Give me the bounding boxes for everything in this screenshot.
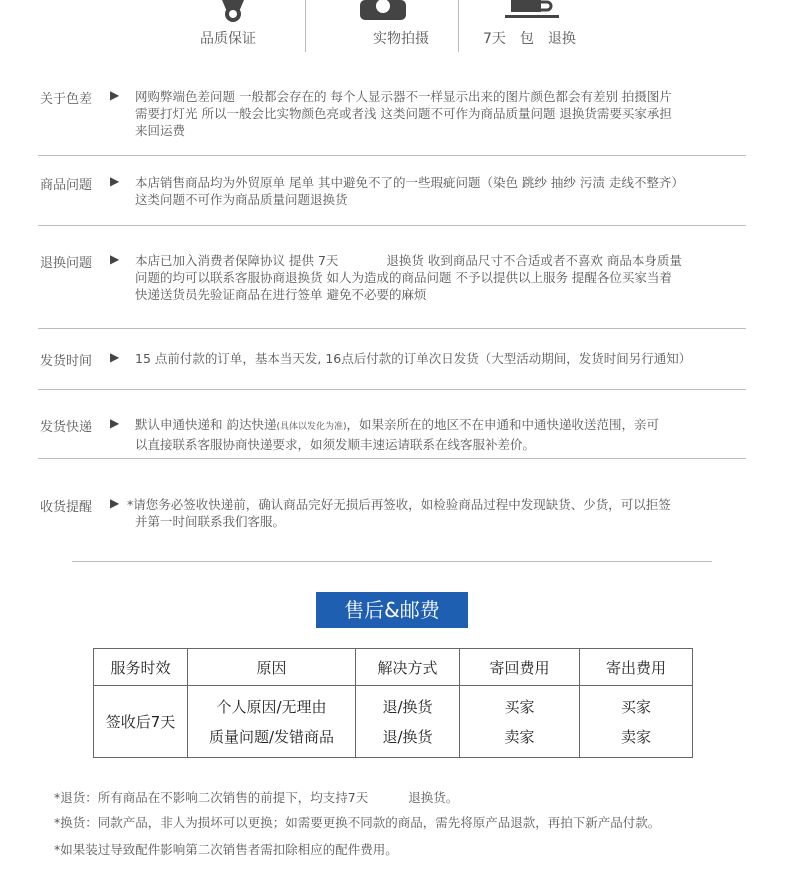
badge-divider [458, 0, 459, 52]
medal-icon [218, 0, 248, 24]
badge-real-photo-label: 实物拍摄 [373, 31, 429, 47]
badge-quality-label: 品质保证 [200, 31, 256, 47]
arrow-icon: ▶ [110, 416, 120, 430]
row-label-color: 关于色差 [40, 92, 93, 107]
arrow-icon: ▶ [110, 88, 120, 102]
section-title: 售后&邮费 [316, 592, 468, 628]
row-text-receipt: *请您务必签收快递前，确认商品完好无损后再签收，如检验商品过程中发现缺货、少货，可以拒签 并第一时间联系我们客服。 [127, 497, 671, 529]
arrow-icon: ▶ [110, 252, 120, 266]
row-label-receipt: 收货提醒 [40, 500, 93, 515]
th-return-fee: 寄回费用 [460, 649, 580, 686]
arrow-icon: ▶ [110, 496, 120, 510]
td-solutions: 退/换货 退/换货 [356, 686, 460, 758]
row-text-product: 本店销售商品均为外贸原单 尾单 其中避免不了的一些瑕疵问题（染色 跳纱 抽纱 污渍 走线不整齐） 这类问题不可作为商品质量问题退换货 [135, 175, 684, 207]
camera-icon [360, 0, 406, 20]
arrow-icon: ▶ [110, 174, 120, 188]
row-divider [38, 389, 746, 390]
row-divider [38, 328, 746, 329]
th-period: 服务时效 [94, 649, 188, 686]
row-divider [38, 155, 746, 156]
row-label-courier: 发货快递 [40, 420, 93, 435]
table-row [94, 686, 693, 758]
row-label-exchange: 退换问题 [40, 256, 93, 271]
th-solution: 解决方式 [356, 649, 460, 686]
row-text-color: 网购弊端色差问题 一般都会存在的 每个人显示器不一样显示出来的图片颜色都会有差别 拍摄图片 需要打灯光 所以一般会比实物颜色亮或者浅 这类问题不可作为商品质量问题 退换货需要买家承担 来回运费 [135, 89, 672, 138]
row-text-exchange: 本店已加入消费者保障协议 提供 7天 退换货 收到商品尺寸不合适或者不喜欢 商品本身质量 问题的均可以联系客服协商退换货 如人为造成的商品问题 不予以提供以上服务 提醒各位买家当着 快递送货员先验证商品在进行签单 避免不必要的麻烦 [135, 253, 682, 302]
fee-table [93, 648, 693, 758]
row-divider [38, 225, 746, 226]
td-reasons: 个人原因/无理由 质量问题/发错商品 [188, 686, 356, 758]
row-text-courier: 默认申通快递和 韵达快递(具体以发化为准)，如果亲所在的地区不在申通和中通快递收送范围，亲可 以直接联系客服协商快递要求，如须发顺丰速运请联系在线客服补差价。 [135, 417, 660, 452]
th-reason: 原因 [188, 649, 356, 686]
th-send-fee: 寄出费用 [580, 649, 693, 686]
table-header-row [94, 649, 693, 686]
row-label-product: 商品问题 [40, 178, 93, 193]
note-accessories: *如果装过导致配件影响第二次销售者需扣除相应的配件费用。 [54, 842, 398, 857]
td-return-fees: 买家 卖家 [460, 686, 580, 758]
badge-return-label: 7天 包 退换 [483, 31, 576, 47]
arrow-icon: ▶ [110, 350, 120, 364]
cup-icon [505, 0, 559, 20]
row-divider [38, 458, 746, 459]
badge-divider [305, 0, 306, 52]
note-exchange: *换货：同款产品，非人为损坏可以更换；如需要更换不同款的商品，需先将原产品退款，再拍下新产品付款。 [54, 815, 661, 830]
row-text-shipping-time: 15 点前付款的订单，基本当天发, 16点后付款的订单次日发货（大型活动期间，发货时间另行通知） [135, 351, 692, 366]
td-send-fees: 买家 卖家 [580, 686, 693, 758]
section-rule [72, 561, 712, 562]
row-label-shipping-time: 发货时间 [40, 354, 93, 369]
note-return: *退货：所有商品在不影响二次销售的前提下，均支持7天 退换货。 [54, 790, 459, 805]
td-period: 签收后7天 [94, 686, 188, 758]
